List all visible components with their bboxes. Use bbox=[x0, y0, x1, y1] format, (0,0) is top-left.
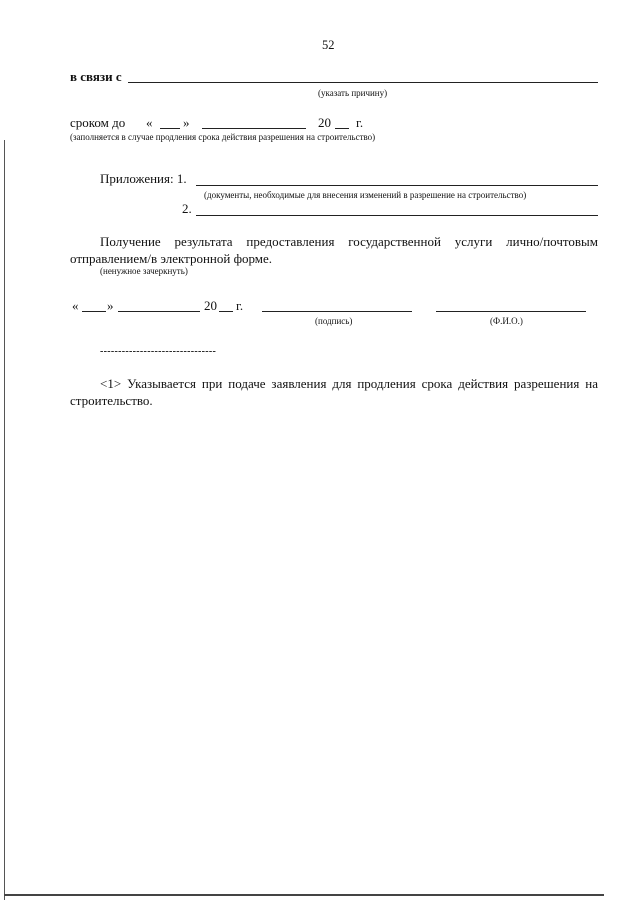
attachment-1-field[interactable] bbox=[196, 185, 598, 186]
date-year-field[interactable] bbox=[219, 311, 233, 312]
attachments-hint: (документы, необходимые для внесения изменений в разрешение на строительство) bbox=[204, 190, 527, 200]
term-label: сроком до bbox=[70, 115, 126, 130]
footnote-text: <1> Указывается при подаче заявления для продления срока действия разрешения на строительство. bbox=[70, 376, 598, 408]
attachment-2-label: 2. bbox=[182, 201, 192, 216]
term-year-suffix: г. bbox=[356, 115, 364, 130]
attachments-label: Приложения: 1. bbox=[100, 171, 187, 186]
page-bottom-edge bbox=[4, 894, 604, 896]
full-name-field[interactable] bbox=[436, 311, 586, 312]
reason-field[interactable] bbox=[128, 82, 598, 83]
date-close-quote: » bbox=[107, 298, 114, 313]
footnote-separator: -------------------------------- bbox=[100, 346, 217, 357]
term-month-field[interactable] bbox=[202, 128, 306, 129]
signature-hint: (подпись) bbox=[315, 316, 353, 326]
term-close-quote: » bbox=[183, 115, 190, 130]
term-open-quote: « bbox=[146, 115, 153, 130]
term-year-field[interactable] bbox=[335, 128, 349, 129]
date-year-suffix: г. bbox=[236, 298, 244, 313]
reason-hint: (указать причину) bbox=[318, 88, 388, 98]
delivery-hint: (ненужное зачеркнуть) bbox=[100, 266, 188, 276]
reason-label: в связи с bbox=[70, 69, 122, 84]
signature-field[interactable] bbox=[262, 311, 412, 312]
term-day-field[interactable] bbox=[160, 128, 180, 129]
date-open-quote: « bbox=[72, 298, 79, 313]
attachment-2-field[interactable] bbox=[196, 215, 598, 216]
page-number: 52 bbox=[322, 38, 335, 52]
date-day-field[interactable] bbox=[82, 311, 106, 312]
date-month-field[interactable] bbox=[118, 311, 200, 312]
date-year-prefix: 20 bbox=[204, 298, 217, 313]
page-left-edge bbox=[4, 140, 5, 900]
delivery-text: Получение результата предоставления государственной услуги лично/почтовым отправлением/в электронной форме. bbox=[70, 234, 598, 266]
term-year-prefix: 20 bbox=[318, 115, 331, 130]
term-hint: (заполняется в случае продления срока действия разрешения на строительство) bbox=[70, 132, 376, 142]
full-name-hint: (Ф.И.О.) bbox=[490, 316, 523, 326]
